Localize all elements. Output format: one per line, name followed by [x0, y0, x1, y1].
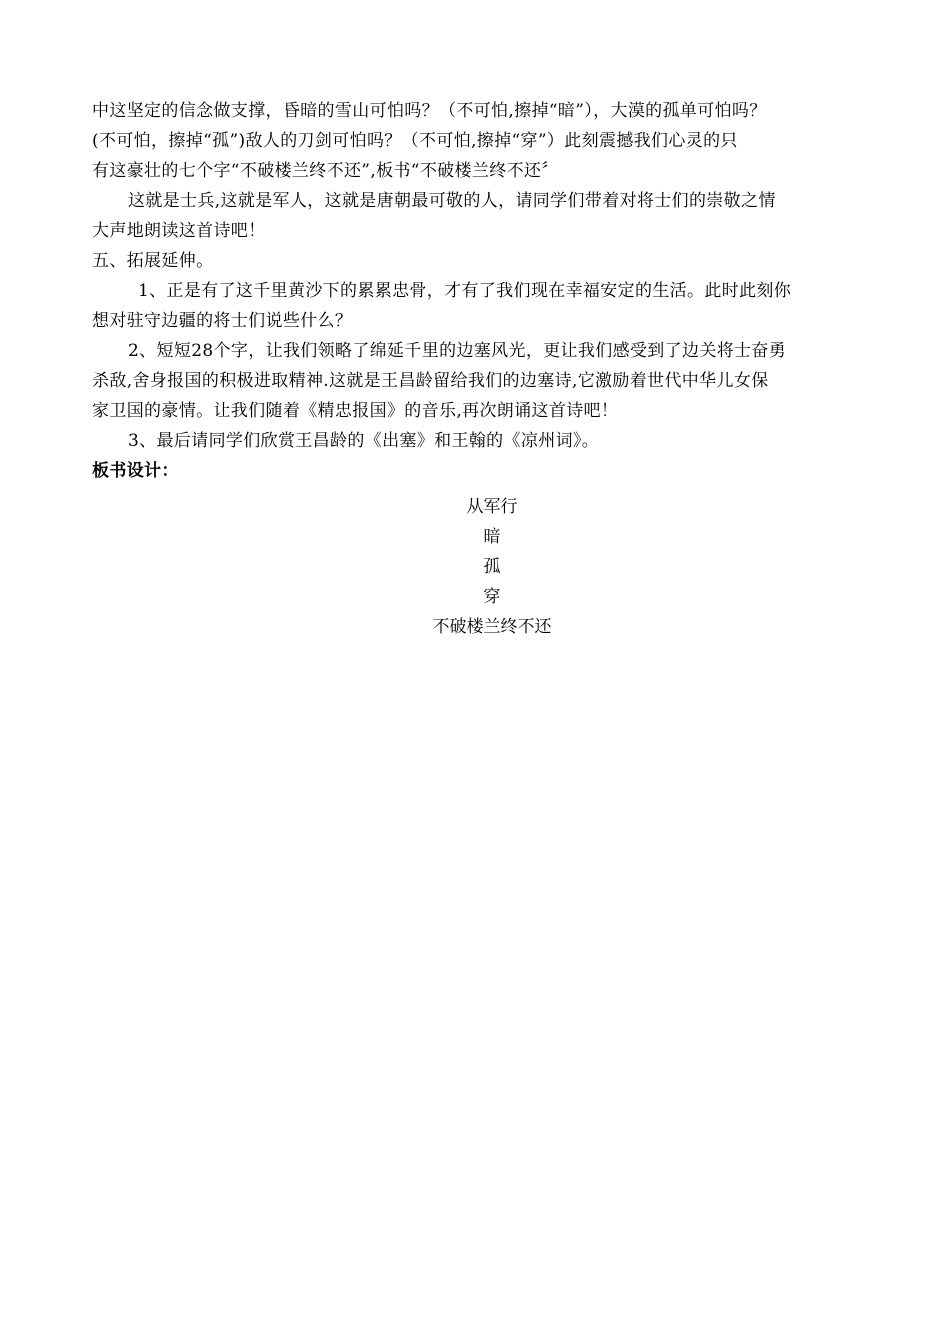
paragraph-line: (不可怕，擦掉“孤”)敌人的刀剑可怕吗？（不可怕,擦掉“穿”）此刻震撼我们心灵的只 [92, 131, 738, 151]
board-closing: 不破楼兰终不还 [432, 617, 552, 637]
board-design-heading: 板书设计： [92, 461, 179, 481]
board-title: 从军行 [466, 497, 518, 517]
paragraph-line: 中这坚定的信念做支撑，昏暗的雪山可怕吗？（不可怕,擦掉“暗”），大漠的孤单可怕吗？ [92, 101, 767, 121]
blackboard-design [92, 492, 892, 642]
list-item-continuation: 想对驻守边疆的将士们说些什么？ [92, 311, 353, 331]
board-char: 暗 [483, 527, 501, 547]
list-item-continuation: 家卫国的豪情。让我们随着《精忠报国》的音乐,再次朗诵这首诗吧！ [92, 401, 619, 421]
list-item-continuation: 杀敌,舍身报国的积极进取精神.这就是王昌龄留给我们的边塞诗,它激励着世代中华儿女保 [92, 371, 769, 391]
paragraph-line: 有这豪壮的七个字“不破楼兰终不还”,板书“不破楼兰终不还〞 [92, 161, 559, 181]
list-item: 2、短短28个字，让我们领略了绵延千里的边塞风光，更让我们感受到了边关将士奋勇 [128, 341, 787, 361]
list-item: 3、最后请同学们欣赏王昌龄的《出塞》和王翰的《凉州词》。 [128, 431, 600, 451]
list-item: 1、正是有了这千里黄沙下的累累忠骨，才有了我们现在幸福安定的生活。此时此刻你 [138, 281, 792, 301]
paragraph-line: 这就是士兵,这就是军人，这就是唐朝最可敬的人，请同学们带着对将士们的崇敬之情 [128, 191, 776, 211]
board-char: 孤 [483, 557, 501, 577]
paragraph-line: 大声地朗读这首诗吧！ [92, 221, 266, 241]
board-char: 穿 [483, 587, 501, 607]
document-body [92, 96, 862, 486]
section-heading: 五、拓展延伸。 [92, 251, 214, 271]
